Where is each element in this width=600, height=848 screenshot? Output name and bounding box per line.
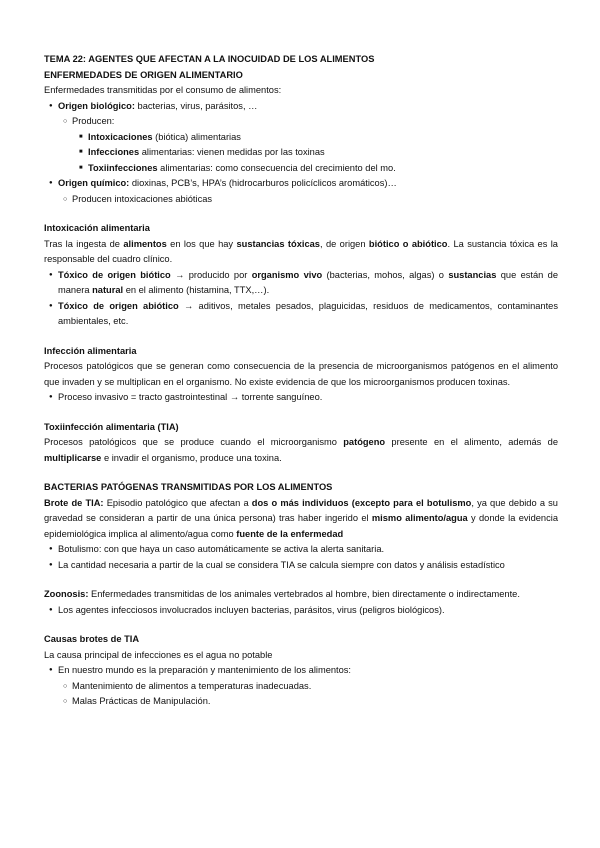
bacterias-title: BACTERIAS PATÓGENAS TRANSMITIDAS POR LOS ALIMENTOS bbox=[44, 482, 333, 492]
list-item-abioticas: ○ Producen intoxicaciones abióticas bbox=[44, 192, 558, 208]
bio-label: Origen biológico: bbox=[58, 100, 135, 111]
bio-text: bacterias, virus, parásitos, … bbox=[134, 100, 258, 111]
intoxicacion-paragraph: Tras la ingesta de alimentos en los que hay sustancias tóxicas, de origen biótico o abiótico. La sustancia tóxica es la responsable del cuadro clínico. bbox=[44, 238, 558, 264]
toxiinfeccion-paragraph: Procesos patológicos que se produce cuando el microorganismo patógeno presente en el alimento, además de multiplicarse e invadir el organismo, produce una toxina. bbox=[44, 437, 558, 463]
toxi-text: alimentarias: como consecuencia del crecimiento del mo. bbox=[157, 162, 396, 173]
intox-text: (biótica) alimentarias bbox=[152, 131, 241, 142]
list-item-botulismo: ● Botulismo: con que haya un caso automáticamente se activa la alerta sanitaria. bbox=[44, 542, 558, 558]
infeccion-paragraph: Procesos patológicos que se generan como consecuencia de la presencia de microorganismos patógenos en el alimento que invaden y se multiplican en el organismo. No existe evidencia de que los microorganismos producen toxinas. bbox=[44, 361, 558, 387]
list-item-proceso-invasivo: ● Proceso invasivo = tracto gastrointestinal → torrente sanguíneo. bbox=[44, 390, 558, 406]
intro-text: Enfermedades transmitidas por el consumo de alimentos: bbox=[44, 85, 282, 95]
document-body bbox=[44, 52, 558, 710]
section-heading: ENFERMEDADES DE ORIGEN ALIMENTARIO bbox=[44, 69, 243, 80]
causas-title: Causas brotes de TIA bbox=[44, 634, 140, 644]
topic-heading: TEMA 22: AGENTES QUE AFECTAN A LA INOCUIDAD DE LOS ALIMENTOS bbox=[44, 54, 375, 64]
toxi-label: Toxiinfecciones bbox=[88, 162, 158, 173]
list-item-practicas: ○ Malas Prácticas de Manipulación. bbox=[44, 694, 558, 710]
infec-label: Infecciones bbox=[88, 147, 140, 157]
quim-text: dioxinas, PCB’s, HPA’s (hidrocarburos policíclicos aromáticos)… bbox=[129, 178, 397, 188]
infeccion-title: Infección alimentaria bbox=[44, 345, 137, 356]
list-item-intoxicaciones bbox=[44, 130, 558, 146]
list-item-toxico-abiotico: ● Tóxico de origen abiótico → aditivos, metales pesados, plaguicidas, residuos de medicamentos, contaminantes ambientales, etc. bbox=[44, 299, 558, 330]
infec-text: alimentarias: vienen medidas por las toxinas bbox=[139, 147, 325, 157]
zoonosis-paragraph: Zoonosis: Enfermedades transmitidas de los animales vertebrados al hombre, bien directamente o indirectamente. bbox=[44, 589, 520, 599]
list-item-quimico bbox=[44, 176, 558, 192]
causas-paragraph: La causa principal de infecciones es el agua no potable bbox=[44, 649, 273, 660]
intoxicacion-title: Intoxicación alimentaria bbox=[44, 223, 150, 233]
list-item-toxiinfecciones bbox=[44, 161, 558, 177]
toxiinfeccion-title: Toxiinfección alimentaria (TIA) bbox=[44, 421, 179, 432]
list-item-toxico-biotico: ● Tóxico de origen biótico → producido por organismo vivo (bacterias, mohos, algas) o sustancias que están de manera natural en el alimento (histamina, TTX,…). bbox=[44, 268, 558, 299]
intox-label: Intoxicaciones bbox=[88, 131, 153, 142]
list-item-temperaturas: ○ Mantenimiento de alimentos a temperaturas inadecuadas. bbox=[44, 679, 558, 695]
list-item-infecciones bbox=[44, 145, 558, 161]
list-item-cantidad: ● La cantidad necesaria a partir de la cual se considera TIA se calcula siempre con datos y análisis estadístico bbox=[44, 558, 558, 574]
brote-paragraph: Brote de TIA: Episodio patológico que afectan a dos o más individuos (excepto para el botulismo, ya que debido a su gravedad se consideran a partir de una única persona) tras haber ingerido el mismo alimento/agua y donde la evidencia epidemiológica implica al alimento/agua como fuente de la enfermedad bbox=[44, 497, 558, 539]
list-item-agentes: ● Los agentes infecciosos involucrados incluyen bacterias, parásitos, virus (peligros biológicos). bbox=[44, 603, 558, 619]
quim-label: Origen químico: bbox=[58, 178, 130, 188]
list-item-producen: ○ Producen: bbox=[44, 114, 558, 130]
list-item-mundo: ● En nuestro mundo es la preparación y mantenimiento de los alimentos: bbox=[44, 663, 558, 679]
list-item-bio bbox=[44, 99, 558, 115]
